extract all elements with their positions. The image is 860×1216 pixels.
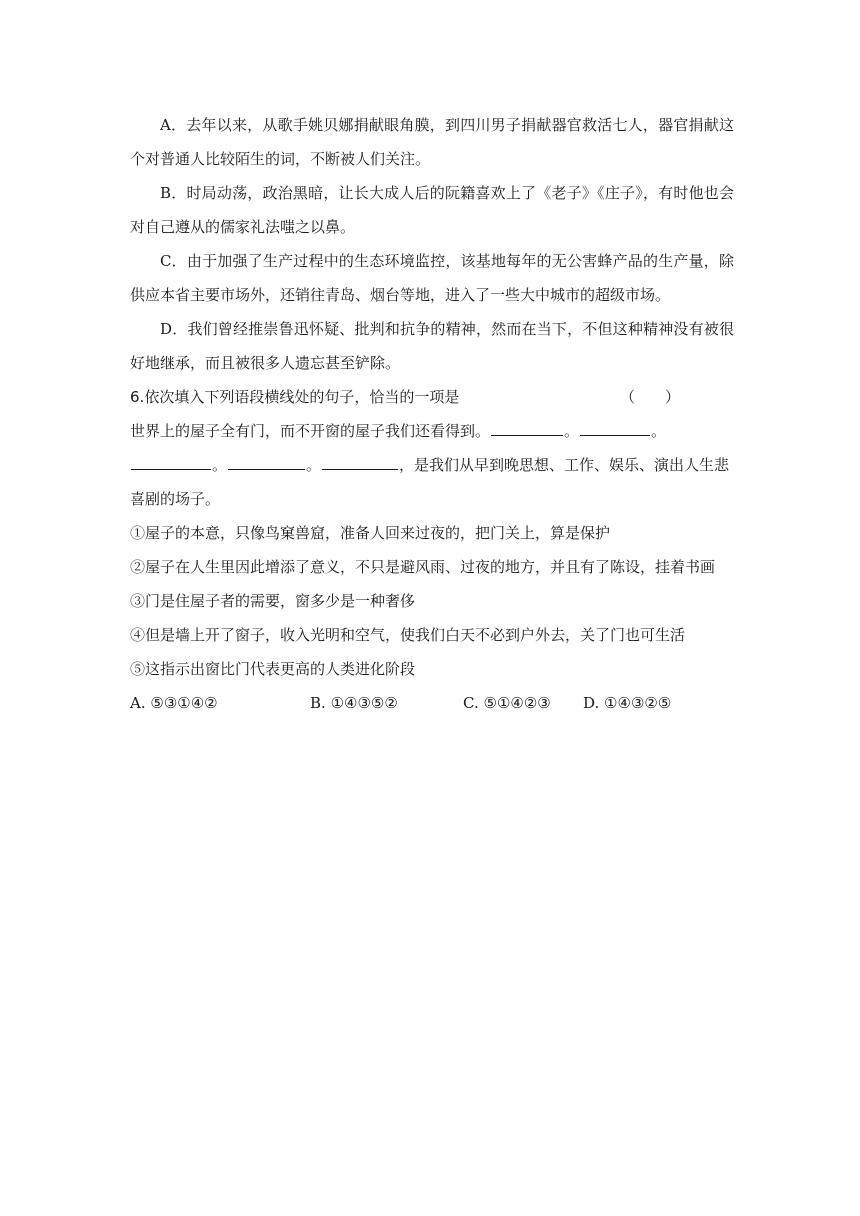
q6-choice-c-value: ⑤①④②③ <box>483 694 551 712</box>
q5-option-b-label: B． <box>160 184 187 202</box>
q6-passage <box>130 414 734 516</box>
sep-4: 。 <box>306 456 322 474</box>
q6-choice-c-label: C. <box>463 694 479 712</box>
q5-option-c <box>130 244 734 312</box>
sep-3: 。 <box>212 456 228 474</box>
sep-1: 。 <box>564 422 580 440</box>
q6-choice-a <box>130 686 218 720</box>
blank-1 <box>491 415 563 436</box>
q6-sentence-3: ③门是住屋子者的需要，窗多少是一种奢侈 <box>130 592 416 610</box>
q6-stem-text: 依次填入下列语段横线处的句子，恰当的一项是 <box>144 388 460 406</box>
q6-choice-b <box>310 686 398 720</box>
q5-option-d <box>130 312 734 380</box>
document-content <box>130 108 734 720</box>
q5-option-a-label: A． <box>160 116 187 134</box>
q6-choice-b-value: ①④③⑤② <box>330 694 398 712</box>
q5-option-a-text: 去年以来，从歌手姚贝娜捐献眼角膜，到四川男子捐献器官救活七人，器官捐献这个对普通人比较陌生的词，不断被人们关注。 <box>130 116 734 168</box>
blank-3 <box>131 449 211 470</box>
q6-passage-end: ，是我们从早到晚思想、工作、娱乐、演出人生悲喜剧的场子。 <box>130 456 730 508</box>
q6-choice-d-value: ①④③②⑤ <box>604 694 672 712</box>
q6-choice-d-label: D. <box>583 694 600 712</box>
blank-4 <box>228 449 305 470</box>
q6-sentence-5: ⑤这指示出窗比门代表更高的人类进化阶段 <box>130 660 416 678</box>
q5-option-c-label: C． <box>160 252 187 270</box>
q5-option-d-label: D． <box>160 320 188 338</box>
q6-choices <box>130 686 734 720</box>
q6-choice-a-value: ⑤③①④② <box>150 694 218 712</box>
q6-choice-c <box>463 686 551 720</box>
q6-choice-a-label: A. <box>130 694 146 712</box>
q6-answer-bracket: （ ） <box>620 388 681 406</box>
q6-choice-d <box>583 686 671 720</box>
q5-option-b <box>130 176 734 244</box>
q5-option-b-text: 时局动荡，政治黑暗，让长大成人后的阮籍喜欢上了《老子》《庄子》，有时他也会对自己遵从的儒家礼法嗤之以鼻。 <box>130 184 734 236</box>
q6-stem <box>130 380 734 414</box>
q6-sentence-4: ④但是墙上开了窗子，收入光明和空气，使我们白天不必到户外去，关了门也可生活 <box>130 626 686 644</box>
blank-5 <box>322 449 398 470</box>
q6-sentence-1: ①屋子的本意，只像鸟窠兽窟，准备人回来过夜的，把门关上，算是保护 <box>130 524 611 542</box>
q6-choice-b-label: B. <box>310 694 326 712</box>
q5-option-a <box>130 108 734 176</box>
blank-2 <box>580 415 650 436</box>
q6-sentence-2: ②屋子在人生里因此增添了意义，不只是避风雨、过夜的地方，并且有了陈设，挂着书画 <box>130 558 716 576</box>
q5-option-c-text: 由于加强了生产过程中的生态环境监控，该基地每年的无公害蜂产品的生产量，除供应本省主要市场外，还销往青岛、烟台等地，进入了一些大中城市的超级市场。 <box>130 252 734 304</box>
q6-passage-start: 世界上的屋子全有门，而不开窗的屋子我们还看得到。 <box>130 422 491 440</box>
sep-2: 。 <box>651 422 667 440</box>
q5-option-d-text: 我们曾经推崇鲁迅怀疑、批判和抗争的精神，然而在当下，不但这种精神没有被很好地继承，而且被很多人遗忘甚至铲除。 <box>130 320 734 372</box>
q6-number: 6. <box>130 388 145 406</box>
